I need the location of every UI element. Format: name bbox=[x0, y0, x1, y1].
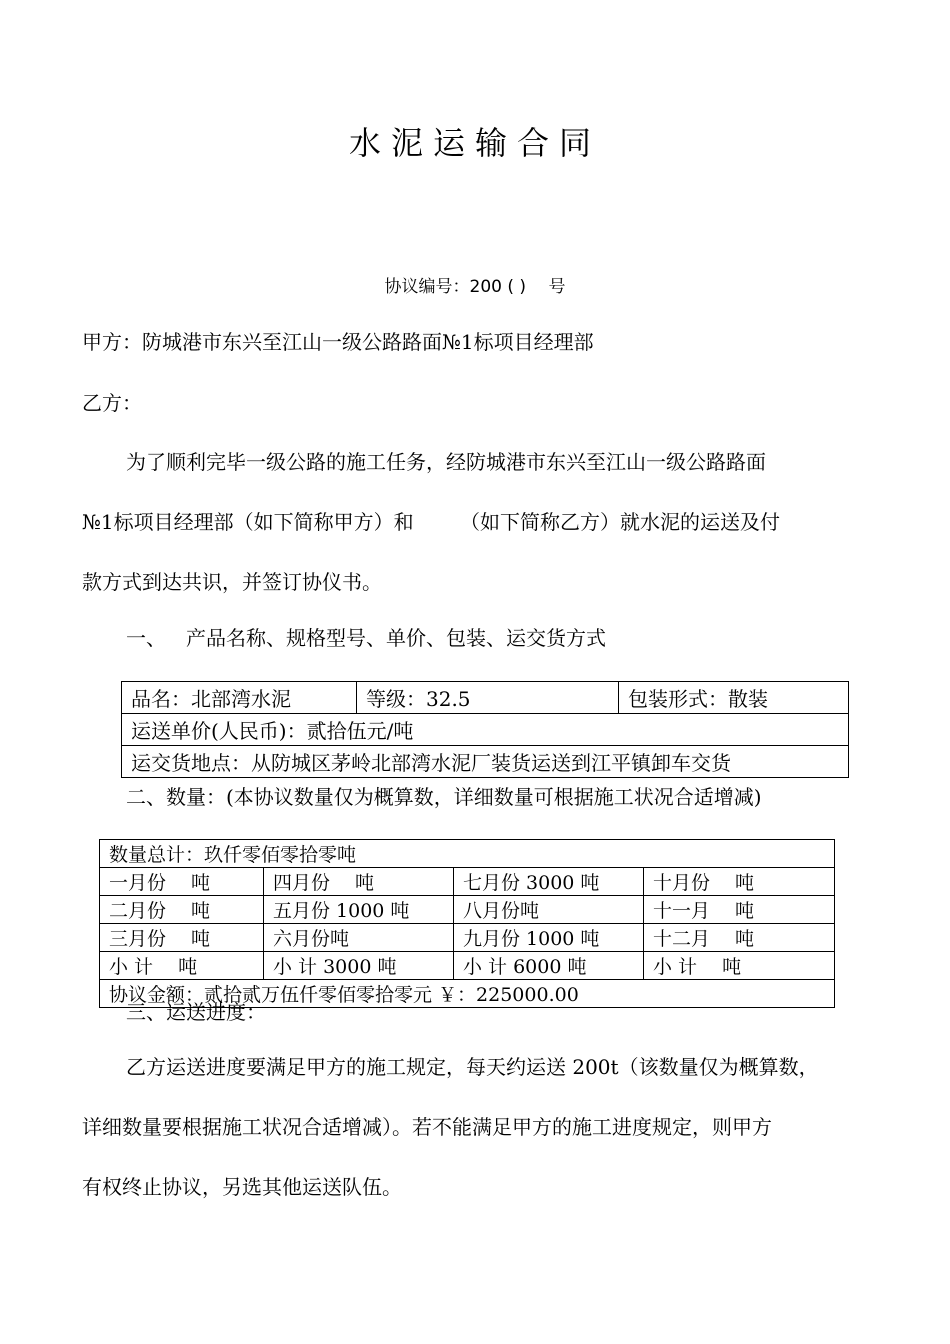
product-grade-cell: 等级：32.5 bbox=[357, 682, 619, 714]
progress-line-2: 详细数量要根据施工状况合适增减）。若不能满足甲方的施工进度规定，则甲方 bbox=[82, 1115, 772, 1139]
subtotal-cell: 小 计 吨 bbox=[100, 952, 264, 980]
document-title: 水泥运输合同 bbox=[348, 124, 601, 162]
month-cell: 十一月 吨 bbox=[644, 896, 835, 924]
table-row bbox=[100, 896, 835, 924]
table-row bbox=[100, 868, 835, 896]
unit-price-cell: 运送单价(人民币)：贰拾伍元/吨 bbox=[122, 714, 849, 746]
month-cell: 一月份 吨 bbox=[100, 868, 264, 896]
agreement-number: 协议编号：200 ( ) 号 bbox=[384, 277, 566, 297]
section-1-number: 一、 bbox=[126, 626, 166, 650]
month-cell: 五月份 1000 吨 bbox=[264, 896, 454, 924]
progress-line-3: 有权终止协议，另选其他运送队伍。 bbox=[82, 1175, 402, 1199]
table-row bbox=[122, 746, 849, 778]
party-b: 乙方： bbox=[82, 391, 142, 415]
section-3-heading: 三、运送进度： bbox=[126, 1000, 266, 1024]
product-table bbox=[121, 681, 849, 778]
packaging-cell: 包装形式：散装 bbox=[619, 682, 849, 714]
party-a: 甲方：防城港市东兴至江山一级公路路面№1标项目经理部 bbox=[82, 330, 594, 354]
table-row bbox=[100, 840, 835, 868]
section-2-heading: 二、数量：(本协议数量仅为概算数，详细数量可根据施工状况合适增减) bbox=[126, 785, 762, 809]
contract-amount-cell: 协议金额：贰拾贰万伍仟零佰零拾零元 ￥：225000.00 bbox=[100, 980, 835, 1008]
month-cell: 二月份 吨 bbox=[100, 896, 264, 924]
month-cell: 六月份吨 bbox=[264, 924, 454, 952]
month-cell: 七月份 3000 吨 bbox=[454, 868, 644, 896]
quantity-total-cell: 数量总计：玖仟零佰零拾零吨 bbox=[100, 840, 835, 868]
table-row bbox=[122, 682, 849, 714]
intro-line-3: 款方式到达共识，并签订协仪书。 bbox=[82, 570, 382, 594]
month-cell: 四月份 吨 bbox=[264, 868, 454, 896]
month-cell: 十二月 吨 bbox=[644, 924, 835, 952]
month-cell: 十月份 吨 bbox=[644, 868, 835, 896]
month-cell: 三月份 吨 bbox=[100, 924, 264, 952]
product-name-cell: 品名：北部湾水泥 bbox=[122, 682, 357, 714]
quantity-table bbox=[99, 839, 835, 1008]
section-1-title: 产品名称、规格型号、单价、包装、运交货方式 bbox=[186, 626, 606, 650]
delivery-location-cell: 运交货地点：从防城区茅岭北部湾水泥厂装货运送到江平镇卸车交货 bbox=[122, 746, 849, 778]
intro-line-1: 为了顺利完毕一级公路的施工任务，经防城港市东兴至江山一级公路路面 bbox=[126, 450, 766, 474]
intro-line-2: №1标项目经理部（如下简称甲方）和 （如下简称乙方）就水泥的运送及付 bbox=[82, 510, 781, 534]
subtotal-cell: 小 计 6000 吨 bbox=[454, 952, 644, 980]
table-row bbox=[100, 952, 835, 980]
subtotal-cell: 小 计 吨 bbox=[644, 952, 835, 980]
progress-line-1: 乙方运送进度要满足甲方的施工规定，每天约运送 200t（该数量仅为概算数， bbox=[126, 1055, 819, 1079]
table-row bbox=[122, 714, 849, 746]
subtotal-cell: 小 计 3000 吨 bbox=[264, 952, 454, 980]
month-cell: 九月份 1000 吨 bbox=[454, 924, 644, 952]
table-row bbox=[100, 924, 835, 952]
month-cell: 八月份吨 bbox=[454, 896, 644, 924]
